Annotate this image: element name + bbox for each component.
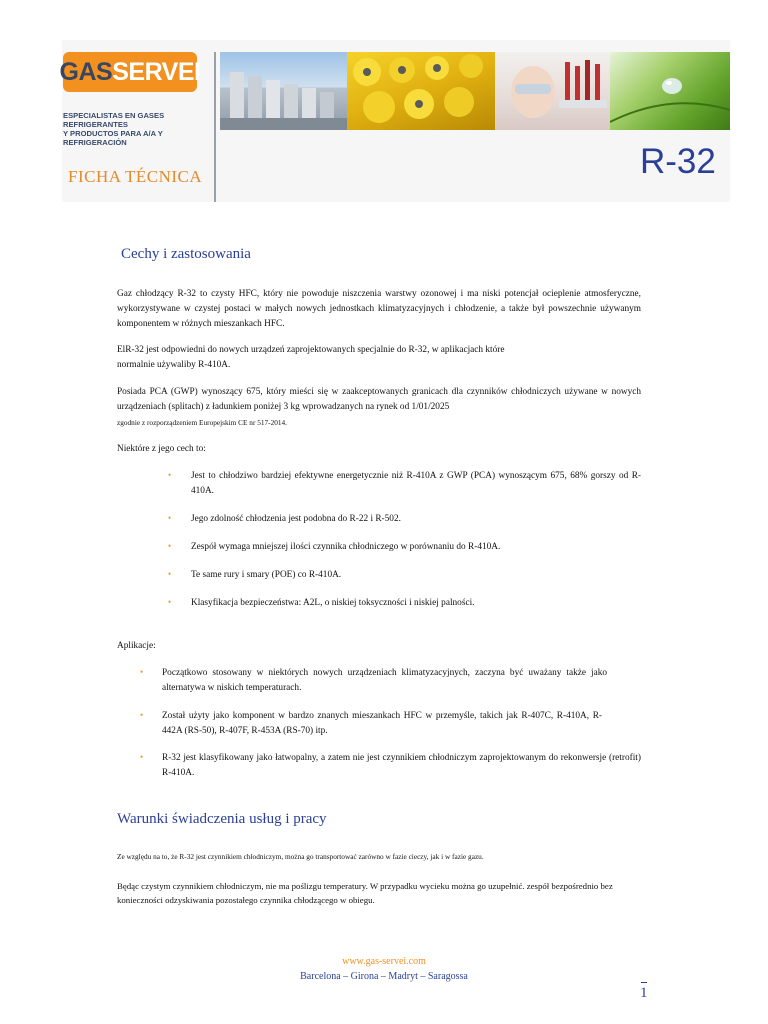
logo-servei: SERVEI [112, 57, 201, 86]
footer-website-link[interactable]: www.gas-servei.com [342, 956, 426, 967]
header-divider [214, 52, 216, 202]
bullet-icon: • [168, 569, 172, 579]
paragraph-gwp [117, 385, 641, 430]
bullet-icon: • [168, 513, 172, 523]
bullet-icon: • [140, 752, 144, 762]
suitability-line-2: normalnie używaliby R-410A. [117, 360, 231, 370]
section-title-features: Cechy i zastosowania [121, 246, 251, 262]
paragraph-no-glide: Będąc czystym czynnikiem chłodniczym, nie ma poślizgu temperatury. W przypadku wycieku można go uzupełnić. zespół bezpośrednio bez konieczności odzyskiwania pozostałego czynnika chłodzącego w obiegu. [117, 881, 613, 905]
gwp-text: Posiada PCA (GWP) wynoszący 675, który mieści się w zaakceptowanych granicach dla czynników chłodniczych używane w nowych urządzeniach (splitach) z ładunkiem poniżej 3 kg wprowadzanych na rynek od 1/01/2025 [117, 387, 641, 412]
footer-locations: Barcelona – Girona – Madryt – Saragossa [300, 971, 468, 982]
section-title-service-conditions: Warunki świadczenia usług i pracy [117, 811, 327, 827]
product-name: R-32 [640, 142, 716, 181]
bullet-icon: • [168, 597, 172, 607]
tagline-line-1: ESPECIALISTAS EN GASES REFRIGERANTES [63, 111, 165, 129]
ficha-tecnica-label: FICHA TÉCNICA [68, 167, 203, 186]
gwp-regulation-note: zgodnie z rozporządzeniem Europejskim CE nr 517-2014. [117, 418, 288, 427]
bullet-icon: • [168, 470, 172, 480]
paragraph-intro: Gaz chłodzący R-32 to czysty HFC, który nie powoduje niszczenia warstwy ozonowej i ma niski potencjał ocieplenie atmosferyczne, wykorzystywane w czystej postaci w małych nowych jednostkach klimatyzacyjnych i chłodzenie, a także był powszechnie używanym komponentem w różnych mieszankach HFC. [117, 289, 641, 329]
industrial-tanks-photo [220, 52, 347, 130]
gasservei-logo [59, 52, 201, 92]
bullet-icon: • [140, 667, 144, 677]
features-intro: Niektóre z jego cech to: [117, 444, 206, 454]
page-number-mark [641, 982, 647, 983]
laboratory-photo [495, 52, 610, 130]
company-tagline [63, 111, 223, 147]
page-number: 1 [640, 985, 648, 1001]
suitability-line-1: ElR-32 jest odpowiedni do nowych urządzeń zaprojektowanych specjalnie do R-32, w aplikacjach które [117, 345, 505, 355]
tagline-line-2: Y PRODUCTOS PARA A/A Y REFRIGERACIÓN [63, 129, 163, 147]
paragraph-transport: Ze względu na to, że R-32 jest czynnikiem chłodniczym, można go transportować zarówno w fazie cieczy, jak i w fazie gazu. [117, 852, 484, 861]
bullet-icon: • [140, 710, 144, 720]
applications-intro: Aplikacje: [117, 641, 156, 651]
gas-cylinders-photo [347, 52, 495, 130]
bullet-icon: • [168, 541, 172, 551]
logo-gas: GAS [59, 57, 113, 86]
leaf-with-droplet-photo [610, 52, 730, 130]
paragraph-suitability [117, 343, 641, 373]
